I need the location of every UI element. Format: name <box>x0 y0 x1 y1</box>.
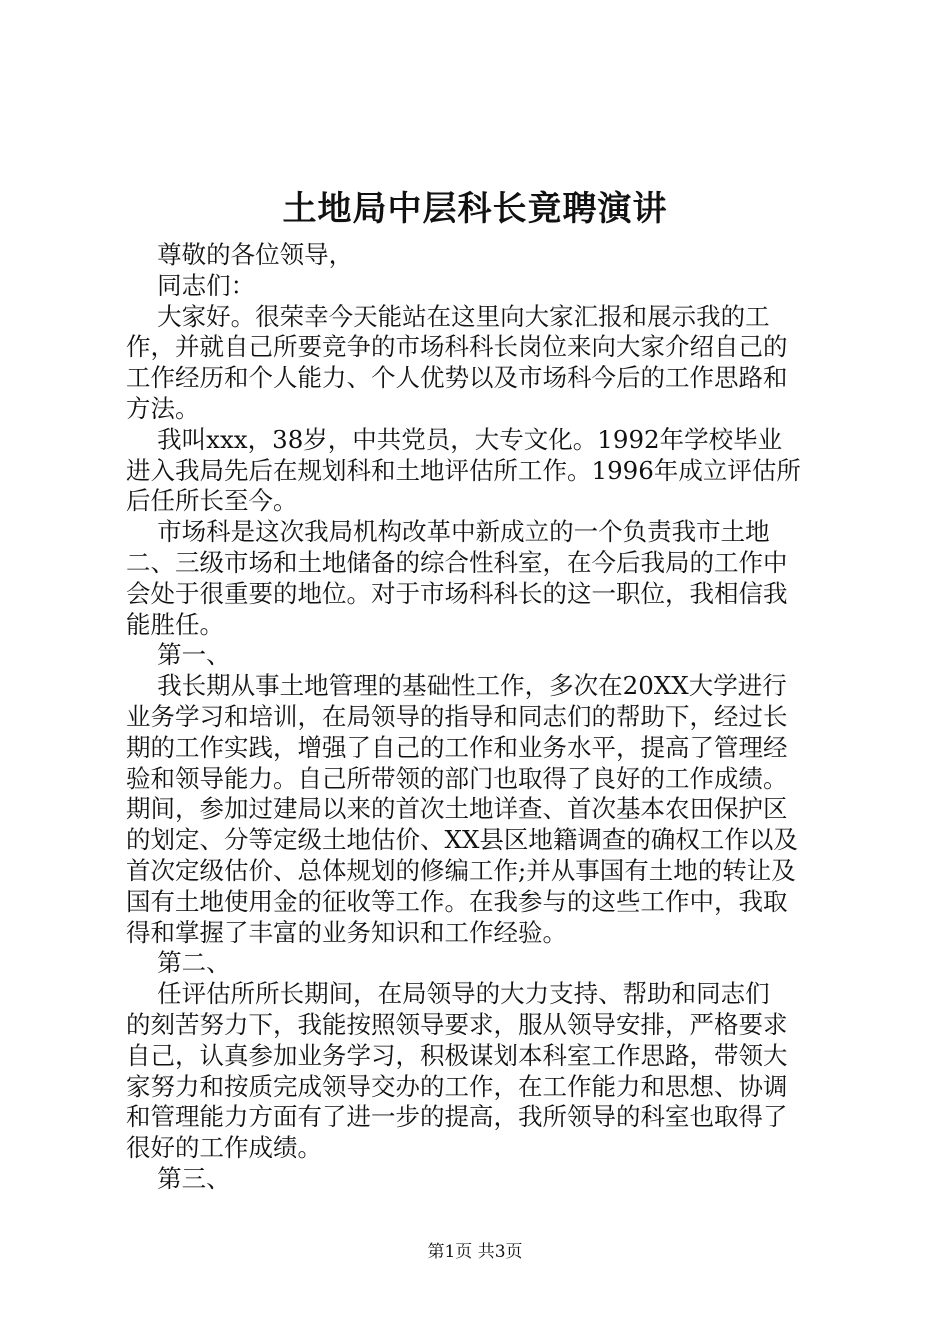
text-line: 得和掌握了丰富的业务知识和工作经验。 <box>126 917 567 947</box>
text-line: 二、三级市场和土地储备的综合性科室，在今后我局的工作中 <box>126 547 788 577</box>
text-line: 期的工作实践，增强了自己的工作和业务水平，提高了管理经 <box>126 732 788 762</box>
text-line: 的划定、分等定级土地估价、XX县区地籍调查的确权工作以及 <box>126 825 798 855</box>
text-line: 方法。 <box>126 393 200 423</box>
text-line: 家努力和按质完成领导交办的工作，在工作能力和思想、协调 <box>126 1071 788 1101</box>
text-line: 第一、 <box>126 640 231 670</box>
text-line: 工作经历和个人能力、个人优势以及市场科今后的工作思路和 <box>126 363 788 393</box>
text-line: 市场科是这次我局机构改革中新成立的一个负责我市土地 <box>126 517 770 547</box>
text-line: 的刻苦努力下，我能按照领导要求，服从领导安排，严格要求 <box>126 1009 788 1039</box>
text-line: 能胜任。 <box>126 609 224 639</box>
text-line: 会处于很重要的地位。对于市场科科长的这一职位，我相信我 <box>126 578 788 608</box>
text-line: 自己，认真参加业务学习，积极谋划本科室工作思路，带领大 <box>126 1040 788 1070</box>
text-line: 国有土地使用金的征收等工作。在我参与的这些工作中，我取 <box>126 886 788 916</box>
text-line: 尊敬的各位领导， <box>126 240 354 269</box>
text-line: 进入我局先后在规划科和土地评估所工作。1996年成立评估所 <box>126 455 801 485</box>
text-line: 第二、 <box>126 948 231 978</box>
text-line: 第三、 <box>126 1163 231 1193</box>
text-line: 首次定级估价、总体规划的修编工作;并从事国有土地的转让及 <box>126 855 796 885</box>
text-line: 我长期从事土地管理的基础性工作，多次在20XX大学进行 <box>126 671 787 701</box>
text-line: 同志们： <box>126 270 256 300</box>
text-line: 大家好。很荣幸今天能站在这里向大家汇报和展示我的工 <box>126 301 770 331</box>
text-line: 业务学习和培训，在局领导的指导和同志们的帮助下，经过长 <box>126 701 788 731</box>
text-line: 期间，参加过建局以来的首次土地详查、首次基本农田保护区 <box>126 794 788 824</box>
text-line: 和管理能力方面有了进一步的提高，我所领导的科室也取得了 <box>126 1102 788 1132</box>
document-body <box>126 240 832 1195</box>
text-line: 验和领导能力。自己所带领的部门也取得了良好的工作成绩。 <box>126 763 788 793</box>
text-line: 后任所长至今。 <box>126 486 298 516</box>
text-line: 作，并就自己所要竞争的市场科科长岗位来向大家介绍自己的 <box>126 332 788 362</box>
page-footer: 第1页 共3页 <box>427 1242 523 1262</box>
document-title: 土地局中层科长竟聘演讲 <box>282 189 668 229</box>
text-line: 任评估所所长期间，在局领导的大力支持、帮助和同志们 <box>126 979 770 1009</box>
text-line: 我叫xxx，38岁，中共党员，大专文化。1992年学校毕业 <box>126 424 783 454</box>
text-line: 很好的工作成绩。 <box>126 1133 322 1163</box>
